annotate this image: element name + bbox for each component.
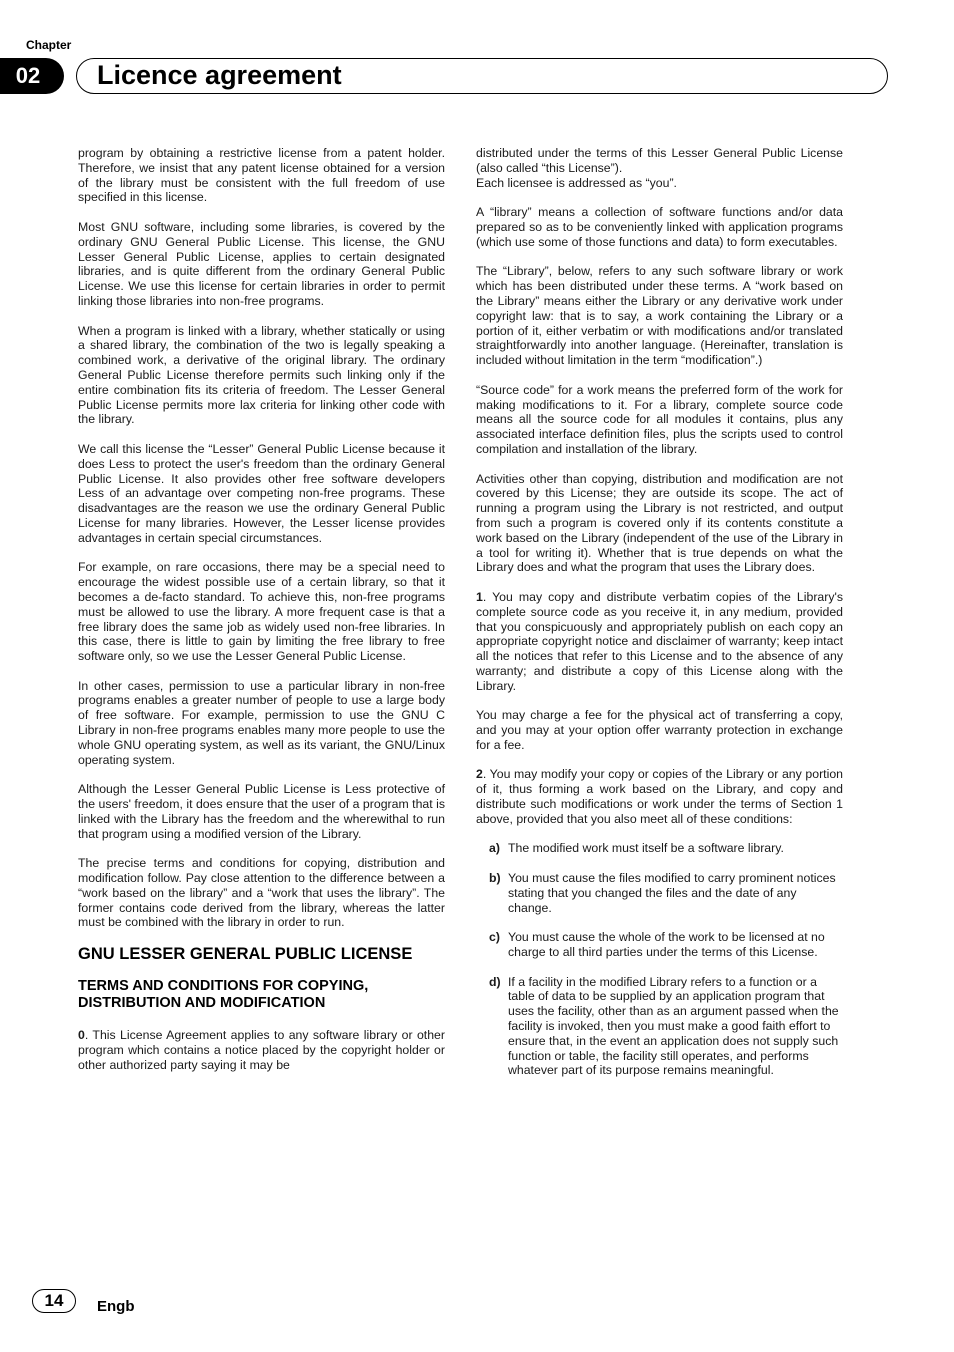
list-letter: b) — [489, 871, 501, 886]
list-letter: a) — [489, 841, 500, 856]
paragraph: The precise terms and conditions for copying, distribution and modification follow. Pay close attention to the difference between a “work based on the library” and a “work that uses the library”. The former contains code derived from the library, whereas the latter must be combined with the library in order to run. — [78, 856, 445, 930]
paragraph-text: . This License Agreement applies to any software library or other program which contains a notice placed by the copyright holder or other authorized party saying it may be — [78, 1028, 445, 1072]
paragraph: Although the Lesser General Public License is Less protective of the users' freedom, it does ensure that the user of a program that is linked with the Library has the freedom and the wherewithal to run that program using a modified version of the Library. — [78, 782, 445, 841]
section-heading: GNU LESSER GENERAL PUBLIC LICENSE — [78, 945, 413, 964]
paragraph: program by obtaining a restrictive license from a patent holder. Therefore, we insist that any patent license obtained for a version of the library must be consistent with the full freedom of use specified in this license. — [78, 146, 445, 205]
right-column — [476, 146, 843, 1093]
paragraph — [78, 1028, 445, 1072]
section-number: 1 — [476, 589, 483, 604]
paragraph: We call this license the “Lesser” General Public License because it does Less to protect the user's freedom than the ordinary General Public License. It also provides other free software developers Less of an advantage over competing non-free programs. These disadvantages are the reason we use the ordinary General Public License for many libraries. However, the Lesser license provides advantages in certain special circumstances. — [78, 441, 445, 545]
list-item — [476, 930, 843, 960]
chapter-label: Chapter — [26, 38, 72, 52]
paragraph: A “library” means a collection of software functions and/or data prepared so as to be conveniently linked with application programs (which use some of those functions and data) to form executables. — [476, 205, 843, 249]
chapter-number-badge: 02 — [0, 58, 64, 94]
list-item-text: If a facility in the modified Library refers to a function or a table of data to be supplied by an application program that uses the facility, other than as an argument passed when the facility is invoked, then you must make a good faith effort to ensure that, in the event an application does not supply such function or table, the facility still operates, and performs whatever part of its purpose remains meaningful. — [508, 974, 839, 1078]
paragraph: You may charge a fee for the physical act of transferring a copy, and you may at your option offer warranty protection in exchange for a fee. — [476, 708, 843, 752]
page-title: Licence agreement — [97, 60, 342, 90]
page-number: 14 — [32, 1289, 76, 1313]
page-title-box — [76, 58, 888, 94]
paragraph: For example, on rare occasions, there may be a special need to encourage the widest possible use of a certain library, so that it becomes a de-facto standard. To achieve this, non-free programs must be allowed to use the library. A more frequent case is that a free library does the same job as widely used non-free libraries. In this case, there is little to gain by limiting the free library to free software only, so we use the Lesser General Public License. — [78, 560, 445, 664]
language-code: Engb — [97, 1298, 135, 1315]
section-number: 2 — [476, 767, 483, 782]
list-item — [476, 975, 843, 1079]
paragraph: When a program is linked with a library, whether statically or using a shared library, the combination of the two is legally speaking a combined work, a derivative of the original library. The ordinary General Public License therefore permits such linking only if the entire combination fits its criteria of freedom. The Lesser General Public License permits more lax criteria for linking other code with the library. — [78, 323, 445, 427]
paragraph: Each licensee is addressed as “you”. — [476, 175, 677, 190]
list-letter: c) — [489, 930, 500, 945]
list-item — [476, 871, 843, 915]
list-item — [476, 841, 843, 856]
paragraph — [476, 767, 843, 826]
paragraph: “Source code” for a work means the preferred form of the work for making modifications to it. For a library, complete source code means all the source code for all modules it contains, plus any associated interface definition files, plus the scripts used to control compilation and installation of the library. — [476, 382, 843, 456]
paragraph: Activities other than copying, distribution and modification are not covered by this License; they are outside its scope. The act of running a program using the Library is not restricted, and output from such a program is covered only if its contents constitute a work based on the Library (independent of the use of the Library in a tool for writing it). Whether that is true depends on what the Library does and what the program that uses the Library does. — [476, 471, 843, 575]
paragraph — [476, 590, 843, 694]
paragraph: distributed under the terms of this Lesser General Public License (also called “this License”). — [476, 146, 843, 175]
paragraph: Most GNU software, including some libraries, is covered by the ordinary GNU General Public License. This license, the GNU Lesser General Public License, applies to certain designated libraries, and is quite different from the ordinary General Public License. We use this license for certain libraries in order to permit linking those libraries into non-free programs. — [78, 219, 445, 308]
subsection-heading: TERMS AND CONDITIONS FOR COPYING, DISTRIBUTION AND MODIFICATION — [78, 978, 369, 1012]
paragraph-text: . You may copy and distribute verbatim copies of the Library's complete source code as you receive it, in any medium, provided that you conspicuously and appropriately publish on each copy an appropriate copyright notice and disclaimer of warranty; keep intact all the notices that refer to this License and to the absence of any warranty; and distribute a copy of this License along with the Library. — [476, 589, 843, 693]
paragraph: In other cases, permission to use a particular library in non-free programs enables a greater number of people to use a large body of free software. For example, permission to use the GNU C Library in non-free programs enables many more people to use the whole GNU operating system, as well as its variant, the GNU/Linux operating system. — [78, 678, 445, 767]
paragraph: The “Library”, below, refers to any such software library or work which has been distributed under these terms. A “work based on the Library” means either the Library or any derivative work under copyright law: that is to say, a work containing the Library or a portion of it, either verbatim or with modifications and/or translated straightforwardly into another language. (Hereinafter, translation is included without limitation in the term “modification”.) — [476, 264, 843, 368]
section-number: 0 — [78, 1028, 85, 1043]
list-item-text: You must cause the whole of the work to be licensed at no charge to all third parties under the terms of this License. — [508, 930, 825, 960]
list-letter: d) — [489, 974, 501, 989]
left-column — [78, 146, 445, 1087]
list-item-text: The modified work must itself be a software library. — [508, 841, 784, 856]
paragraph-text: . You may modify your copy or copies of the Library or any portion of it, thus forming a work based on the Library, and copy and distribute such modifications or work under the terms of Section 1 above, provided that you also meet all of these conditions: — [476, 767, 843, 826]
list-item-text: You must cause the files modified to carry prominent notices stating that you changed the files and the date of any change. — [508, 871, 836, 915]
